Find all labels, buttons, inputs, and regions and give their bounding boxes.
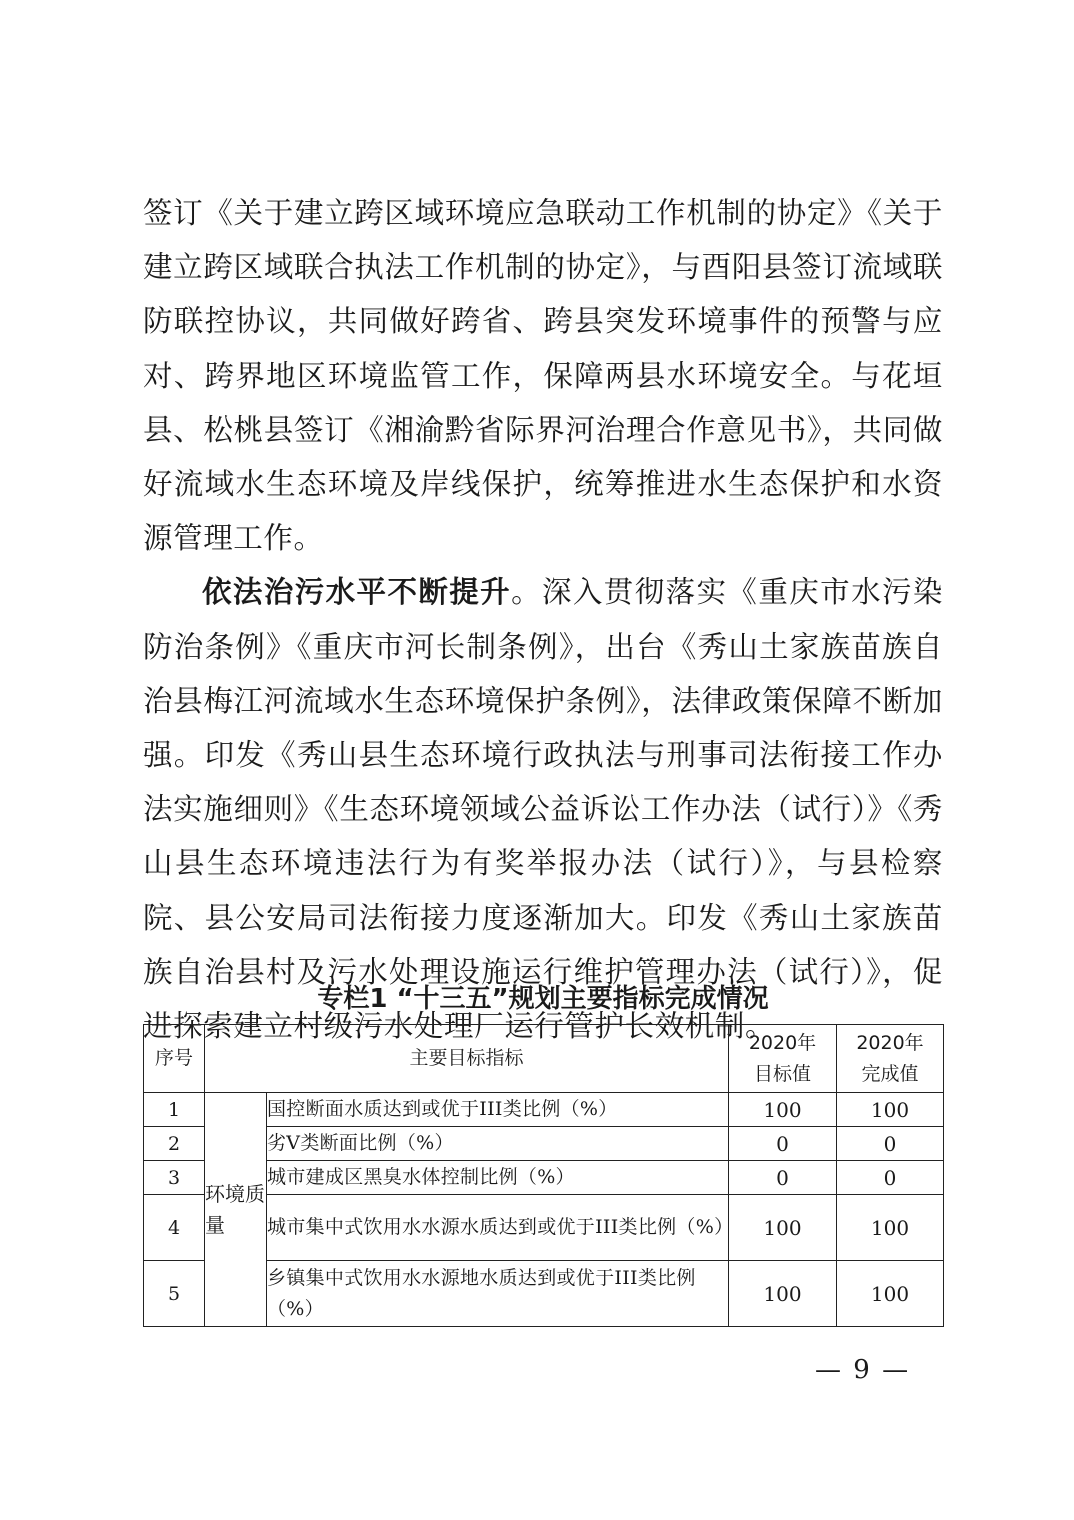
row-indicator: 城市集中式饮用水水源水质达到或优于III类比例（%）	[267, 1195, 729, 1261]
header-target-label: 目标值	[754, 1062, 812, 1085]
paragraph-1	[143, 186, 943, 565]
header-actual-label: 完成值	[861, 1062, 919, 1085]
row-actual: 100	[837, 1261, 944, 1327]
row-target: 0	[729, 1127, 837, 1161]
page-number: — 9 —	[815, 1355, 911, 1385]
category-cell: 环境质量	[205, 1093, 267, 1327]
row-indicator: 劣V类断面比例（%）	[267, 1127, 729, 1161]
row-seq: 5	[144, 1261, 205, 1327]
row-indicator: 乡镇集中式饮用水水源地水质达到或优于III类比例（%）	[267, 1261, 729, 1327]
row-seq: 4	[144, 1195, 205, 1261]
row-target: 100	[729, 1093, 837, 1127]
header-actual-year: 2020年	[856, 1031, 924, 1054]
row-target: 100	[729, 1261, 837, 1327]
body-text	[143, 186, 943, 1053]
table-title: 专栏1 “十三五”规划主要指标完成情况	[317, 984, 769, 1014]
table-row	[144, 1093, 944, 1127]
row-actual: 100	[837, 1093, 944, 1127]
paragraph-text: 签订《关于建立跨区域环境应急联动工作机制的协定》《关于建立跨区域联合执法工作机制的协定》，与酉阳县签订流域联防联控协议，共同做好跨省、跨县突发环境事件的预警与应对、跨界地区环境监管工作，保障两县水环境安全。与花垣县、松桃县签订《湘渝黔省际界河治理合作意见书》，共同做好流域水生态环境及岸线保护，统筹推进水生态保护和水资源管理工作。	[143, 196, 943, 556]
row-seq: 1	[144, 1093, 205, 1127]
row-indicator: 城市建成区黑臭水体控制比例（%）	[267, 1161, 729, 1195]
row-target: 0	[729, 1161, 837, 1195]
header-actual	[837, 1025, 944, 1093]
header-indicator: 主要目标指标	[205, 1025, 729, 1093]
row-actual: 0	[837, 1161, 944, 1195]
header-target	[729, 1025, 837, 1093]
header-seq: 序号	[144, 1025, 205, 1093]
row-actual: 0	[837, 1127, 944, 1161]
row-actual: 100	[837, 1195, 944, 1261]
row-seq: 3	[144, 1161, 205, 1195]
paragraph-lead: 依法治污水平不断提升	[202, 574, 512, 610]
row-target: 100	[729, 1195, 837, 1261]
row-seq: 2	[144, 1127, 205, 1161]
paragraph-text: 。深入贯彻落实《重庆市水污染防治条例》《重庆市河长制条例》，出台《秀山土家族苗族自治县梅江河流域水生态环境保护条例》，法律政策保障不断加强。印发《秀山县生态环境行政执法与刑事司法衔接工作办法实施细则》《生态环境领域公益诉讼工作办法（试行）》《秀山县生态环境违法行为有奖举报办法（试行）》，与县检察院、县公安局司法衔接力度逐渐加大。印发《秀山土家族苗族自治县村及污水处理设施运行维护管理办法（试行）》，促进探索建立村级污水处理厂运行管护长效机制。	[143, 575, 943, 1044]
header-target-year: 2020年	[748, 1031, 817, 1054]
table-header-row	[144, 1025, 944, 1093]
indicators-table	[143, 1024, 944, 1327]
row-indicator: 国控断面水质达到或优于III类比例（%）	[267, 1093, 729, 1127]
